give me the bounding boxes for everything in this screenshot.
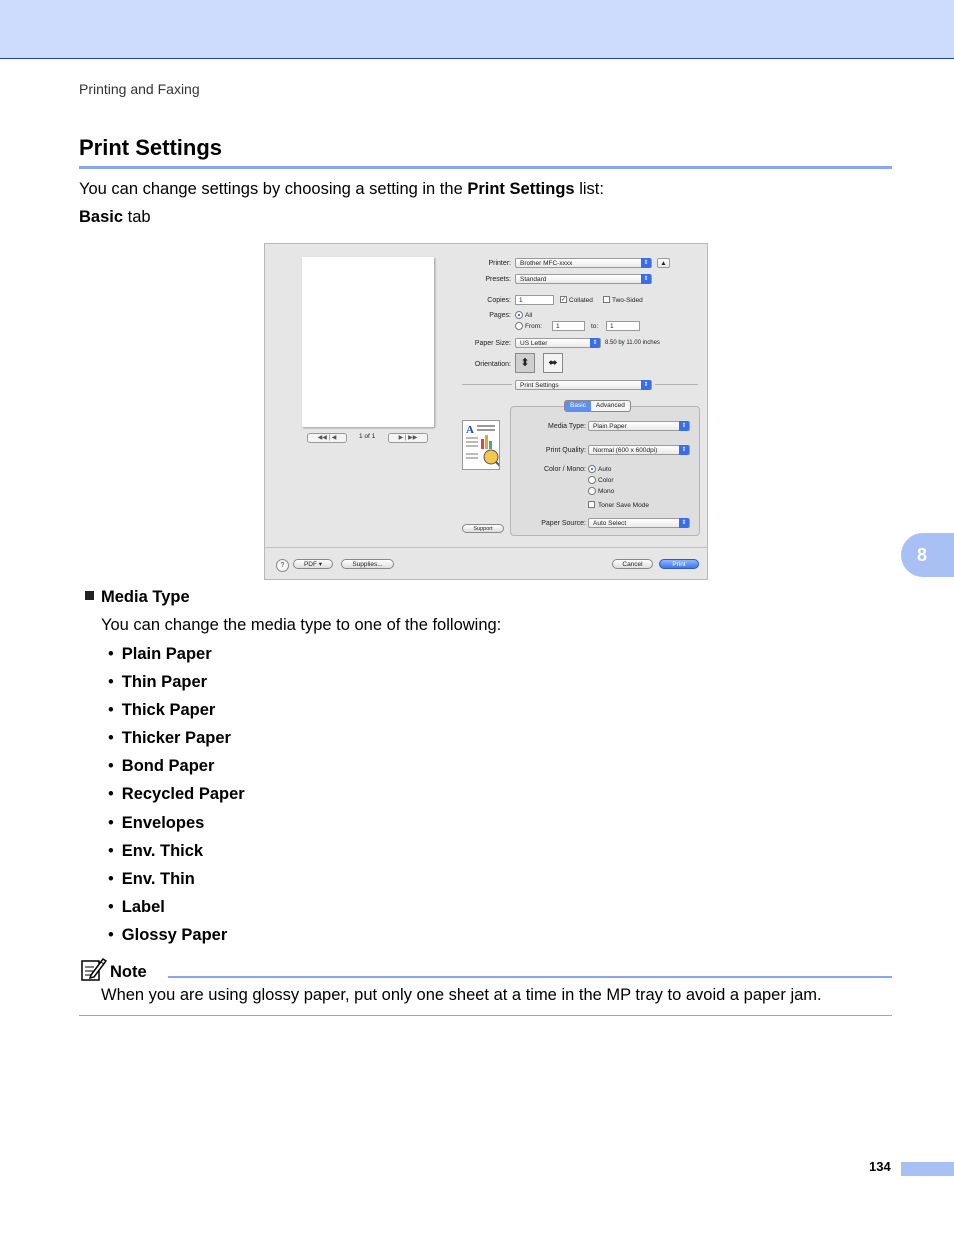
tab-advanced[interactable]: Advanced (595, 402, 625, 409)
print-quality-label: Print Quality: (545, 447, 586, 454)
two-sided-label: Two-Sided (612, 297, 643, 304)
title-underline (79, 166, 892, 169)
color-mono-option-label: Mono (598, 488, 615, 495)
printer-thumbnail (462, 420, 500, 470)
disclosure-button[interactable] (657, 258, 670, 268)
collated-checkbox[interactable]: ✓ (561, 297, 567, 303)
to-label: to: (591, 323, 599, 330)
landscape-button[interactable] (543, 353, 563, 373)
square-bullet-icon (85, 591, 94, 600)
media-type-list (108, 644, 245, 953)
portrait-button[interactable] (515, 353, 535, 373)
updown-icon: ⇕ (641, 258, 651, 268)
media-type-heading: Media Type (85, 588, 190, 607)
from-field[interactable]: 1 (552, 321, 585, 331)
paper-size-select[interactable]: US Letter ⇕ (515, 338, 601, 348)
media-type-select[interactable]: Plain Paper ⇕ (588, 421, 690, 431)
note-pencil-icon (81, 957, 107, 981)
to-field[interactable]: 1 (606, 321, 640, 331)
printer-label: Printer: (488, 260, 511, 267)
page-title: Print Settings (79, 135, 223, 160)
next-page-buttons[interactable]: ▶ | ▶▶ (388, 433, 428, 443)
color-mono-radio[interactable] (588, 487, 596, 495)
tab-subheading: Basic tab (79, 208, 151, 226)
list-item: • Plain Paper (108, 645, 212, 663)
copies-label: Copies: (487, 297, 511, 304)
updown-icon: ⇕ (679, 445, 689, 455)
note-rule (168, 976, 892, 978)
pdf-button[interactable]: PDF ▾ (293, 559, 333, 569)
pages-from-label: From: (525, 323, 542, 330)
pages-all-label: All (525, 312, 533, 319)
list-item: • Thin Paper (108, 673, 208, 692)
print-dialog-screenshot (264, 243, 708, 580)
color-color-radio[interactable] (588, 476, 596, 484)
two-sided-checkbox[interactable] (603, 296, 610, 303)
media-type-label: Media Type: (547, 423, 586, 430)
intro-paragraph: You can change settings by choosing a setting in the Print Settings list: (79, 180, 604, 198)
color-auto-label: Auto (598, 466, 612, 473)
updown-icon: ⇕ (641, 380, 651, 390)
collated-label: Collated (569, 297, 593, 304)
list-item: • Thick Paper (108, 701, 216, 720)
preview-pager (307, 433, 427, 443)
separator (655, 384, 698, 385)
preview-page (302, 257, 434, 427)
list-item: • Recycled Paper (108, 785, 245, 804)
paper-source-select[interactable]: Auto Select ⇕ (588, 518, 690, 528)
paper-size-dims: 8.50 by 11.00 inches (605, 340, 660, 346)
chapter-tab: 8 (901, 533, 954, 577)
triangle-up-icon: ▲ (660, 260, 667, 267)
list-item: • Thicker Paper (108, 729, 231, 748)
list-item: • Bond Paper (108, 757, 215, 776)
pages-all-radio[interactable] (515, 311, 523, 319)
panel-menu-select[interactable]: Print Settings ⇕ (515, 380, 652, 390)
support-button[interactable]: Support (462, 524, 504, 533)
cancel-button[interactable]: Cancel (612, 559, 653, 569)
supplies-button[interactable]: Supplies... (341, 559, 394, 569)
page-number-bar (901, 1162, 954, 1176)
color-auto-radio[interactable] (588, 465, 596, 473)
note-title: Note (110, 963, 147, 981)
intro-bold-term: Print Settings (467, 180, 575, 198)
updown-icon: ⇕ (641, 274, 651, 284)
copies-field[interactable]: 1 (515, 295, 554, 305)
paper-source-label: Paper Source: (541, 520, 586, 527)
presets-select[interactable]: Standard ⇕ (515, 274, 652, 284)
print-button[interactable]: Print (659, 559, 699, 569)
header-band (0, 0, 954, 59)
media-type-intro: You can change the media type to one of the following: (101, 616, 502, 634)
color-mono-label: Color / Mono: (543, 466, 586, 473)
orientation-label: Orientation: (474, 361, 511, 368)
pages-from-radio[interactable] (515, 322, 523, 330)
note-text: When you are using glossy paper, put only one sheet at a time in the MP tray to avoid a paper jam. (101, 986, 822, 1004)
page-number: 134 (869, 1159, 891, 1174)
portrait-icon: ⬍ (520, 357, 530, 369)
list-item: • Envelopes (108, 813, 205, 832)
presets-label: Presets: (485, 276, 511, 283)
printer-select[interactable]: Brother MFC-xxxx ⇕ (515, 258, 652, 268)
breadcrumb: Printing and Faxing (79, 81, 200, 97)
print-quality-select[interactable]: Normal (600 x 600dpi) ⇕ (588, 445, 690, 455)
color-color-label: Color (598, 477, 614, 484)
list-item: • Glossy Paper (108, 925, 228, 944)
footer-separator (265, 547, 707, 548)
tab-basic[interactable]: Basic (565, 401, 591, 411)
updown-icon: ⇕ (679, 518, 689, 528)
paper-size-label: Paper Size: (474, 340, 511, 347)
help-icon[interactable]: ? (276, 559, 289, 572)
svg-text:A: A (466, 424, 474, 436)
separator (462, 384, 512, 385)
page-indicator: 1 of 1 (359, 433, 376, 440)
list-item: • Env. Thick (108, 841, 204, 860)
tab-segmented-control[interactable] (564, 400, 631, 412)
pages-label: Pages: (489, 312, 511, 319)
landscape-icon: ⬌ (548, 357, 558, 369)
toner-save-label: Toner Save Mode (598, 502, 649, 509)
toner-save-checkbox[interactable] (588, 501, 595, 508)
list-item: • Label (108, 897, 165, 916)
updown-icon: ⇕ (590, 338, 600, 348)
document-preview-icon (463, 421, 499, 469)
prev-page-buttons[interactable]: ◀◀ | ◀ (307, 433, 347, 443)
updown-icon: ⇕ (679, 421, 689, 431)
list-item: • Env. Thin (108, 869, 195, 888)
note-bottom-rule (79, 1015, 892, 1016)
